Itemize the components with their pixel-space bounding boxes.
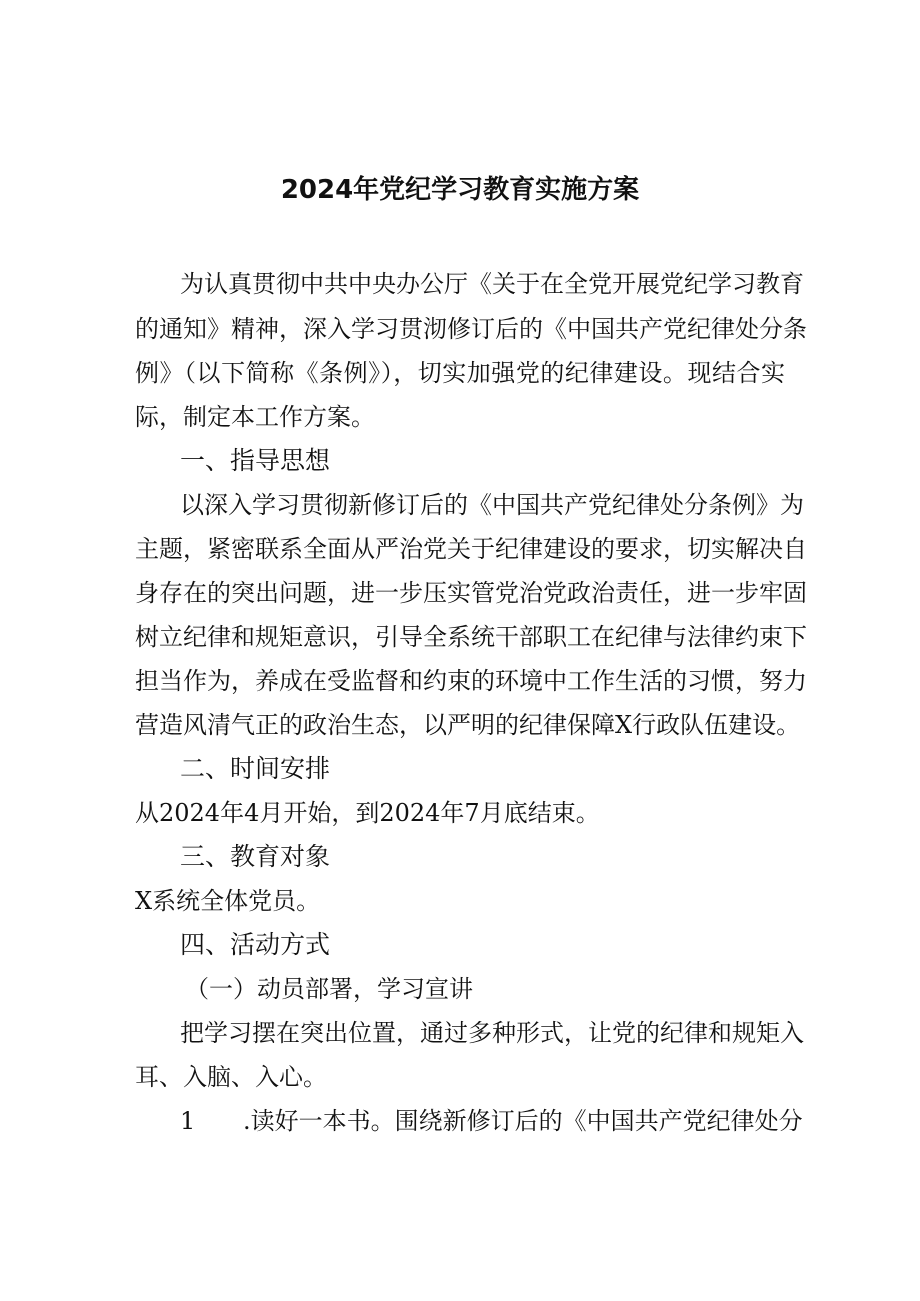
section-heading-schedule: 二、时间安排 (180, 754, 331, 783)
document-title: 2024年党纪学习教育实施方案 (280, 175, 640, 205)
item1-number: 1 (180, 1107, 196, 1135)
section1-line-4: 树立纪律和规矩意识，引导全系统干部职工在纪律与法律约束下 (135, 623, 807, 651)
section1-line-6: 营造风清气正的政治生态，以严明的纪律保障X行政队伍建设。 (135, 711, 801, 739)
intro-line-3: 例》（以下简称《条例》），切实加强党的纪律建设。现结合实 (135, 359, 785, 387)
section4-sub-heading: （一）动员部署，学习宣讲 (185, 975, 473, 1003)
section-heading-audience: 三、教育对象 (180, 842, 331, 871)
section1-line-5: 担当作为，养成在受监督和约束的环境中工作生活的习惯，努力 (135, 667, 807, 695)
section-heading-guiding-ideology: 一、指导思想 (180, 446, 331, 475)
item1-text: .读好一本书。围绕新修订后的《中国共产党纪律处分 (243, 1107, 803, 1135)
intro-line-1: 为认真贯彻中共中央办公厅《关于在全党开展党纪学习教育 (180, 270, 804, 298)
intro-line-2: 的通知》精神，深入学习贯沏修订后的《中国共产党纪律处分条 (135, 315, 807, 343)
section4-line-2: 耳、入脑、入心。 (135, 1063, 327, 1091)
intro-line-4: 际，制定本工作方案。 (135, 403, 375, 431)
section-heading-activities: 四、活动方式 (180, 930, 331, 959)
section2-text: 从2024年4月开始，到2024年7月底结束。 (135, 799, 600, 827)
section1-line-1: 以深入学习贯彻新修订后的《中国共产党纪律处分条例》为 (180, 491, 804, 519)
section1-line-3: 身存在的突出问题，进一步压实管党治党政治责任，进一步牢固 (135, 579, 807, 607)
section3-text: X系统全体党员。 (135, 887, 321, 915)
section4-line-1: 把学习摆在突出位置，通过多种形式，让党的纪律和规矩入 (180, 1019, 804, 1047)
section1-line-2: 主题，紧密联系全面从严治党关于纪律建设的要求，切实解决自 (135, 535, 807, 563)
